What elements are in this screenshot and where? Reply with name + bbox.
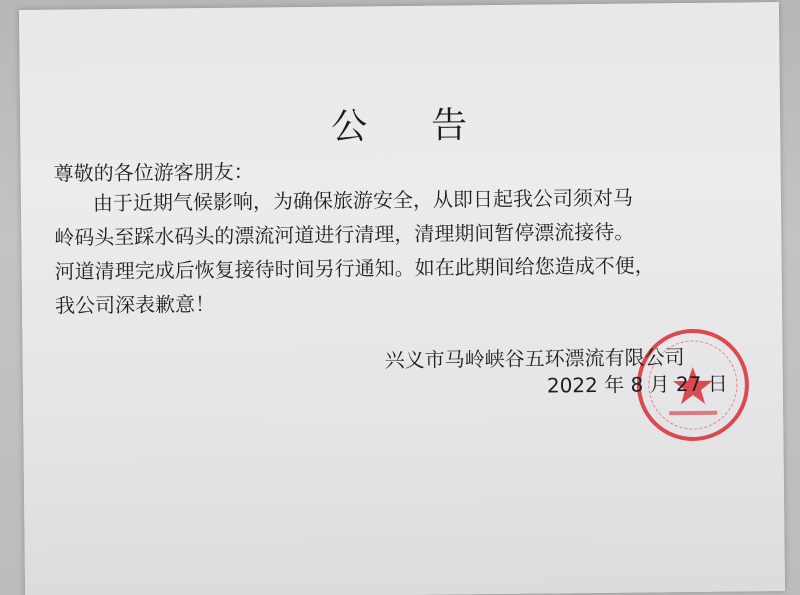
title-char-left: 公 [330,106,370,148]
salutation: 尊敬的各位游客朋友： [53,159,254,186]
body-line-2: 岭码头至踩水码头的漂流河道进行清理，清理期间暂停漂流接待。 [54,219,635,250]
body-line-1: 由于近期气候影响，为确保旅游安全，从即日起我公司须对马 [92,185,634,216]
title-char-right: 告 [430,105,470,147]
body-line-3: 河道清理完成后恢复接待时间另行通知。如在此期间给您造成不便， [54,253,655,284]
notice-date: 2022 年 8 月 27 日 [546,371,728,398]
notice-paper [19,2,785,595]
company-name: 兴义市马岭峡谷五环漂流有限公司 [384,345,685,373]
body-line-4: 我公司深表歉意！ [54,291,216,318]
notice-title [20,94,780,153]
